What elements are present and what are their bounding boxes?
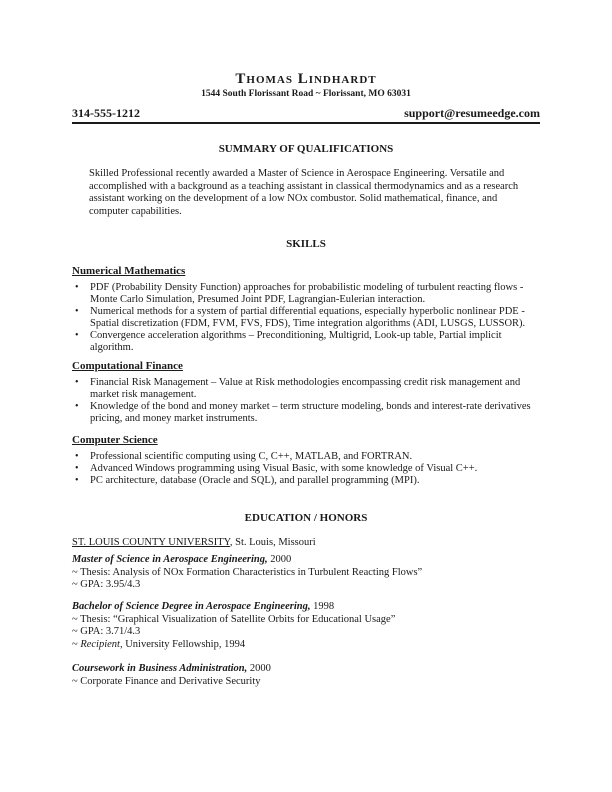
education-heading: EDUCATION / HONORS (244, 512, 368, 524)
degree-detail: ~ GPA: 3.95/4.3 (72, 579, 141, 590)
degree-line (72, 663, 271, 675)
degree-detail: ~ GPA: 3.71/4.3 (72, 626, 141, 637)
list-item (72, 282, 542, 306)
skill-text: Numerical methods for a system of partial differential equations, especially hyperbolic nonlinear PDE - Spatial discretization (FDM, FVM, FVS, FDS), Time integration algorithms (ADI, LUSGS, LUSSOR). (90, 306, 526, 329)
skill-text: PDF (Probability Density Function) approaches for probabilistic modeling of turbulent reacting flows - Monte Carlo Simulation, Presumed Joint PDF, Lagrangian-Eulerian interaction. (90, 282, 524, 305)
degree-detail: ~ Thesis: Analysis of NOx Formation Characteristics in Turbulent Reacting Flows” (72, 567, 423, 578)
school-location: , St. Louis, Missouri (229, 537, 316, 548)
bullet-icon: • (75, 330, 79, 341)
degree-detail: ~ Thesis: “Graphical Visualization of Satellite Orbits for Educational Usage” (72, 614, 396, 625)
honor-text: University Fellowship, 1994 (122, 639, 246, 650)
degree-line (72, 601, 334, 613)
degree-line (72, 554, 291, 566)
bullet-icon: • (75, 463, 79, 474)
skill-text: Convergence acceleration algorithms – Preconditioning, Multigrid, Look-up table, Partial implicit algorithm. (90, 330, 502, 353)
list-item (72, 330, 542, 354)
degree-title: Bachelor of Science Degree in Aerospace Engineering, (72, 601, 311, 612)
list-item (72, 451, 542, 463)
list-item (72, 377, 542, 401)
skill-group-title: Computer Science (72, 434, 158, 446)
bullet-icon: • (75, 377, 79, 388)
bullet-icon: • (75, 401, 79, 412)
degree-year: 1998 (310, 601, 335, 612)
bullet-icon: • (75, 475, 79, 486)
skill-list (72, 377, 542, 425)
skill-text: Professional scientific computing using C, C++, MATLAB, and FORTRAN. (90, 451, 413, 462)
list-item (72, 401, 542, 425)
skill-text: Advanced Windows programming using Visual Basic, with some knowledge of Visual C++. (90, 463, 478, 474)
bullet-icon: • (75, 451, 79, 462)
school-line (72, 537, 316, 549)
bullet-icon: • (75, 306, 79, 317)
skills-heading: SKILLS (286, 238, 326, 250)
email-address: support@resumeedge.com (404, 106, 540, 120)
degree-year: 2000 (247, 663, 271, 674)
degree-title: Coursework in Business Administration, (72, 663, 248, 674)
honor-role: Recipient, (80, 639, 123, 650)
list-item (72, 475, 542, 487)
honor-line (72, 639, 245, 651)
honor-prefix: ~ (72, 639, 81, 650)
school-name: ST. LOUIS COUNTY UNIVERSITY (72, 537, 230, 548)
candidate-name: Thomas Lindhardt (235, 71, 377, 87)
degree-title: Master of Science in Aerospace Engineering, (72, 554, 268, 565)
list-item (72, 463, 542, 475)
skill-list (72, 451, 542, 487)
header-divider (72, 122, 540, 124)
degree-year: 2000 (267, 554, 292, 565)
address-line: 1544 South Florissant Road ~ Florissant, MO 63031 (201, 89, 411, 99)
skill-text: Knowledge of the bond and money market – term structure modeling, bonds and interest-rate derivatives pricing, and money market instruments. (90, 401, 531, 424)
skill-text: PC architecture, database (Oracle and SQL), and parallel programming (MPI). (90, 475, 420, 486)
phone-number: 314-555-1212 (72, 106, 140, 120)
summary-heading: SUMMARY OF QUALIFICATIONS (218, 143, 394, 155)
skill-group-title: Numerical Mathematics (72, 265, 186, 277)
skill-list (72, 282, 542, 354)
summary-text: Skilled Professional recently awarded a Master of Science in Aerospace Engineering. Versatile and accomplished with a background as a teaching assistant in classical thermodynamics and as a research assistant working on the development of a low NOx combustor. Solid mathematical, finance, and computer capabilities. (89, 168, 519, 217)
skill-group-title: Computational Finance (72, 360, 183, 372)
skill-text: Financial Risk Management – Value at Risk methodologies encompassing credit risk management and market risk management. (90, 377, 521, 400)
bullet-icon: • (75, 282, 79, 293)
degree-detail: ~ Corporate Finance and Derivative Security (72, 676, 261, 687)
list-item (72, 306, 542, 330)
